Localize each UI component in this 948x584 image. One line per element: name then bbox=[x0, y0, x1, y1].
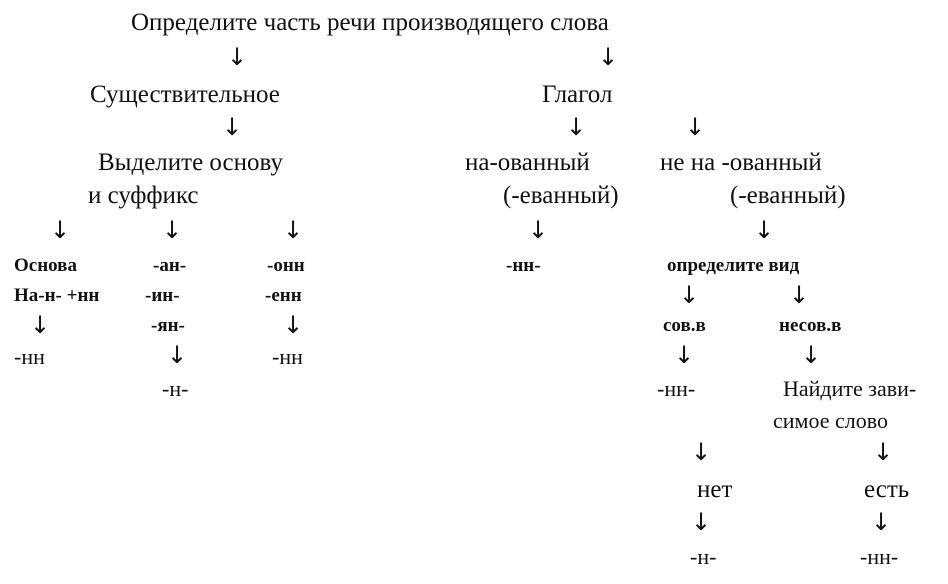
dependent-line2: симое слово bbox=[773, 408, 888, 433]
arrow-imperfective-to-dependent: ↓ bbox=[801, 341, 822, 369]
noun-title: Существительное bbox=[90, 81, 280, 108]
arrow-root-to-verb: ↓ bbox=[598, 43, 619, 71]
arrow-aspect-to-perfective: ↓ bbox=[679, 281, 700, 309]
no-result: -н- bbox=[690, 544, 717, 569]
aspect-step: определите вид bbox=[667, 255, 800, 276]
arrow-col1-to-result: ↓ bbox=[30, 311, 51, 339]
verb-left-line2: (-еванный) bbox=[503, 182, 619, 209]
yes-label: есть bbox=[864, 476, 910, 503]
arrow-verb-to-left: ↓ bbox=[566, 113, 587, 141]
verb-title: Глагол bbox=[542, 81, 613, 108]
root-question: Определите часть речи производящего слова bbox=[131, 9, 609, 36]
col2-line1: -ан- bbox=[153, 255, 187, 276]
col2-line2: -ин- bbox=[145, 285, 180, 306]
col1-line1: Основа bbox=[14, 255, 77, 276]
verb-right-line2: (-еванный) bbox=[730, 182, 846, 209]
arrow-right-to-aspect: ↓ bbox=[754, 216, 775, 244]
perfective-label: сов.в bbox=[663, 315, 706, 336]
arrow-to-col2: ↓ bbox=[162, 216, 183, 244]
noun-step-line2: и суффикс bbox=[88, 182, 199, 209]
col2-result: -н- bbox=[162, 376, 189, 401]
col1-line2: На-н- +нн bbox=[14, 285, 100, 306]
col3-line2: -енн bbox=[265, 285, 302, 306]
no-label: нет bbox=[697, 476, 733, 503]
col1-result: -нн bbox=[14, 344, 45, 369]
arrow-left-to-result: ↓ bbox=[528, 216, 549, 244]
arrow-to-col3: ↓ bbox=[283, 216, 304, 244]
verb-left-result: -нн- bbox=[506, 255, 541, 276]
arrow-to-col1: ↓ bbox=[50, 216, 71, 244]
arrow-to-no: ↓ bbox=[691, 438, 712, 466]
imperfective-label: несов.в bbox=[779, 315, 842, 336]
perfective-result: -нн- bbox=[657, 376, 696, 401]
arrow-verb-to-right: ↓ bbox=[685, 113, 706, 141]
col3-line1: -онн bbox=[267, 255, 305, 276]
arrow-no-to-result: ↓ bbox=[691, 508, 712, 536]
yes-result: -нн- bbox=[860, 544, 899, 569]
arrow-root-to-noun: ↓ bbox=[227, 43, 248, 71]
arrow-noun-to-step: ↓ bbox=[222, 113, 243, 141]
col3-result: -нн bbox=[272, 344, 303, 369]
verb-left-line1: на-ованный bbox=[465, 149, 590, 176]
noun-step-line1: Выделите основу bbox=[98, 149, 283, 176]
arrow-aspect-to-imperfective: ↓ bbox=[789, 281, 810, 309]
arrow-col2-to-result: ↓ bbox=[167, 341, 188, 369]
col2-line3: -ян- bbox=[151, 315, 185, 336]
dependent-line1: Найдите зави- bbox=[783, 376, 917, 401]
verb-right-line1: не на -ованный bbox=[660, 149, 822, 176]
arrow-to-yes: ↓ bbox=[873, 438, 894, 466]
arrow-yes-to-result: ↓ bbox=[871, 508, 892, 536]
arrow-col3-to-result: ↓ bbox=[283, 311, 304, 339]
arrow-perfective-to-result: ↓ bbox=[674, 341, 695, 369]
